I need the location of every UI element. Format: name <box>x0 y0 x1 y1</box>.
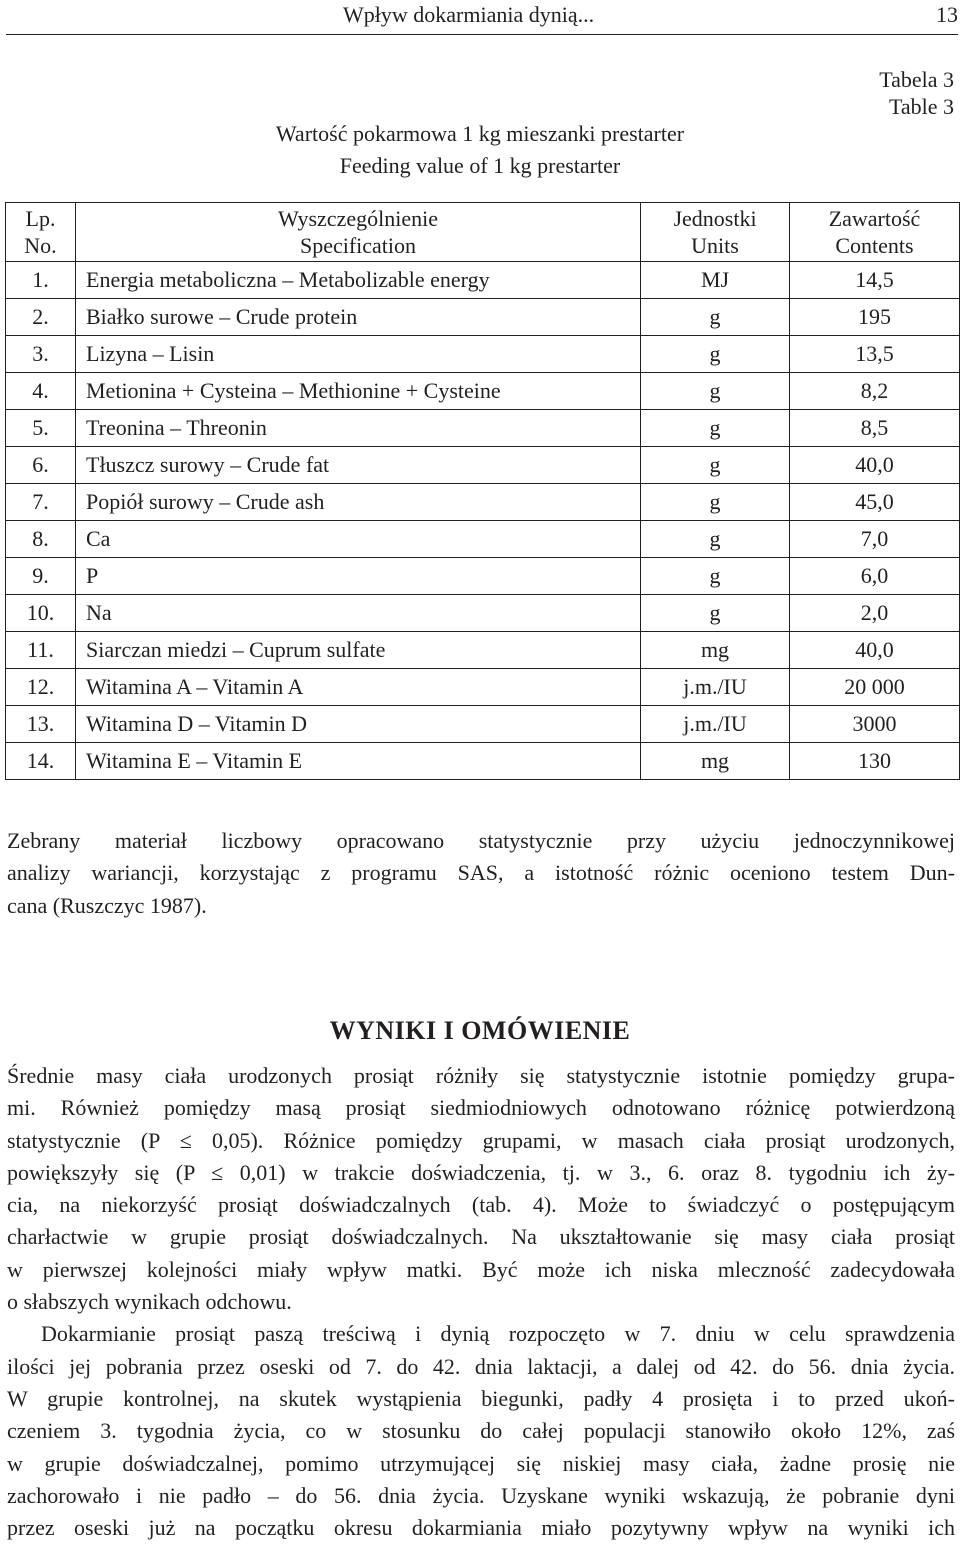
row-unit: MJ <box>641 262 790 299</box>
results-line: przez oseski już na początku okresu dokarmiania miało pozytywny wpływ na wyniki ich <box>7 1515 955 1541</box>
row-specification: Witamina E – Vitamin E <box>76 743 641 780</box>
column-header-spec-pl: Wyszczególnienie <box>278 206 438 231</box>
page-number: 13 <box>936 2 958 27</box>
row-number: 12. <box>6 669 76 706</box>
row-unit: g <box>641 521 790 558</box>
methods-line: analizy wariancji, korzystając z programu SAS, a istotność różnic oceniono testem Dun- <box>7 860 955 886</box>
row-value: 40,0 <box>790 632 960 669</box>
header-rule <box>6 34 958 35</box>
table-row <box>6 595 960 632</box>
table-row <box>6 484 960 521</box>
table-label-en: Table 3 <box>888 94 954 119</box>
table-row <box>6 521 960 558</box>
row-unit: g <box>641 336 790 373</box>
column-header-no <box>6 203 76 262</box>
row-specification: Treonina – Threonin <box>76 410 641 447</box>
results-line: ilości jej pobrania przez oseski od 7. do 42. dnia laktacji, a dalej od 42. do 56. dnia życia. <box>7 1353 955 1379</box>
row-specification: Na <box>76 595 641 632</box>
results-line: charłactwie w grupie prosiąt doświadczalnych. Na ukształtowanie się masy ciała prosiąt <box>7 1224 955 1250</box>
row-specification: P <box>76 558 641 595</box>
row-value: 130 <box>790 743 960 780</box>
table-row <box>6 706 960 743</box>
results-line: zachorowało i nie padło – do 56. dnia życia. Uzyskane wyniki wskazują, że pobranie dyni <box>7 1482 955 1508</box>
row-number: 4. <box>6 373 76 410</box>
running-title: Wpływ dokarmiania dynią... <box>343 2 595 27</box>
results-line: mi. Również pomiędzy masą prosiąt siedmiodniowych odnotowano różnicę potwierdzoną <box>7 1095 955 1121</box>
row-number: 11. <box>6 632 76 669</box>
row-value: 3000 <box>790 706 960 743</box>
results-line: Średnie masy ciała urodzonych prosiąt różniły się statystycznie istotnie pomiędzy grupa- <box>7 1063 955 1088</box>
methods-line: cana (Ruszczyc 1987). <box>7 892 207 918</box>
row-unit: g <box>641 447 790 484</box>
column-header-unit-pl: Jednostki <box>673 206 757 231</box>
row-number: 14. <box>6 743 76 780</box>
row-specification: Metionina + Cysteina – Methionine + Cysteine <box>76 373 641 410</box>
column-header-value-en: Contents <box>835 233 914 258</box>
row-specification: Siarczan miedzi – Cuprum sulfate <box>76 632 641 669</box>
row-number: 6. <box>6 447 76 484</box>
row-specification: Witamina A – Vitamin A <box>76 669 641 706</box>
row-unit: g <box>641 373 790 410</box>
results-paragraph-1 <box>7 1060 955 1544</box>
results-line: w grupie doświadczalnej, pomimo utrzymującej się niskiej masy ciała, żadne prosię nie <box>7 1450 955 1476</box>
methods-line: Zebrany materiał liczbowy opracowano statystycznie przy użyciu jednoczynnikowej <box>7 828 955 853</box>
results-line: cia, na niekorzyść prosiąt doświadczalnych (tab. 4). Może to świadczyć o postępującym <box>7 1192 955 1218</box>
row-unit: j.m./IU <box>641 706 790 743</box>
column-header-no-en: No. <box>24 233 57 258</box>
row-unit: g <box>641 410 790 447</box>
row-value: 195 <box>790 299 960 336</box>
table-row <box>6 336 960 373</box>
results-line: powiększyły się (P ≤ 0,01) w trakcie doświadczenia, tj. w 3., 6. oraz 8. tygodniu ich ży- <box>7 1159 955 1185</box>
row-number: 3. <box>6 336 76 373</box>
column-header-specification <box>76 203 641 262</box>
row-value: 40,0 <box>790 447 960 484</box>
table-caption-pl: Wartość pokarmowa 1 kg mieszanki prestarter <box>275 121 685 146</box>
row-value: 45,0 <box>790 484 960 521</box>
row-specification: Energia metaboliczna – Metabolizable energy <box>76 262 641 299</box>
methods-paragraph <box>7 825 955 922</box>
results-line: w pierwszej kolejności miały wpływ matki. Być może ich niska mleczność zadecydowała <box>7 1256 955 1282</box>
row-unit: g <box>641 558 790 595</box>
row-number: 2. <box>6 299 76 336</box>
row-value: 8,5 <box>790 410 960 447</box>
table-row <box>6 373 960 410</box>
row-number: 13. <box>6 706 76 743</box>
row-unit: g <box>641 595 790 632</box>
column-header-units <box>641 203 790 262</box>
row-specification: Witamina D – Vitamin D <box>76 706 641 743</box>
results-line: czeniem 3. tygodnia życia, co w stosunku do całej populacji stanowiło około 12%, zaś <box>7 1418 955 1444</box>
results-line: o słabszych wynikach odchowu. <box>7 1289 292 1315</box>
row-value: 7,0 <box>790 521 960 558</box>
table-row <box>6 410 960 447</box>
row-unit: g <box>641 484 790 521</box>
row-specification: Białko surowe – Crude protein <box>76 299 641 336</box>
column-header-spec-en: Specification <box>299 233 417 258</box>
row-number: 8. <box>6 521 76 558</box>
row-number: 1. <box>6 262 76 299</box>
column-header-unit-en: Units <box>691 233 739 258</box>
results-line: Dokarmianie prosiąt paszą treściwą i dynią rozpoczęto w 7. dniu w celu sprawdzenia <box>41 1321 955 1347</box>
table-row <box>6 558 960 595</box>
table-row <box>6 262 960 299</box>
row-unit: j.m./IU <box>641 669 790 706</box>
table-row <box>6 447 960 484</box>
row-specification: Lizyna – Lisin <box>76 336 641 373</box>
results-line: W grupie kontrolnej, na skutek wystąpienia biegunki, padły 4 prosięta i to przed ukoń- <box>7 1385 955 1411</box>
table-row <box>6 299 960 336</box>
row-value: 13,5 <box>790 336 960 373</box>
table-caption-en: Feeding value of 1 kg prestarter <box>339 153 621 178</box>
row-number: 5. <box>6 410 76 447</box>
table-row <box>6 669 960 706</box>
results-line: statystycznie (P ≤ 0,05). Różnice pomiędzy grupami, w masach ciała prosiąt urodzonych, <box>7 1127 955 1153</box>
column-header-no-pl: Lp. <box>25 206 56 231</box>
row-specification: Ca <box>76 521 641 558</box>
table-label-pl: Tabela 3 <box>879 67 954 92</box>
row-unit: mg <box>641 743 790 780</box>
row-number: 7. <box>6 484 76 521</box>
row-unit: mg <box>641 632 790 669</box>
section-heading: WYNIKI I OMÓWIENIE <box>329 1015 631 1045</box>
row-value: 8,2 <box>790 373 960 410</box>
row-value: 20 000 <box>790 669 960 706</box>
row-number: 9. <box>6 558 76 595</box>
column-header-value-pl: Zawartość <box>828 206 921 231</box>
row-value: 14,5 <box>790 262 960 299</box>
running-header <box>0 0 960 36</box>
row-unit: g <box>641 299 790 336</box>
row-specification: Popiół surowy – Crude ash <box>76 484 641 521</box>
feeding-value-table <box>5 202 960 780</box>
table-header-row <box>6 203 960 262</box>
row-specification: Tłuszcz surowy – Crude fat <box>76 447 641 484</box>
table-row <box>6 632 960 669</box>
table-row <box>6 743 960 780</box>
column-header-contents <box>790 203 960 262</box>
row-value: 2,0 <box>790 595 960 632</box>
row-number: 10. <box>6 595 76 632</box>
row-value: 6,0 <box>790 558 960 595</box>
